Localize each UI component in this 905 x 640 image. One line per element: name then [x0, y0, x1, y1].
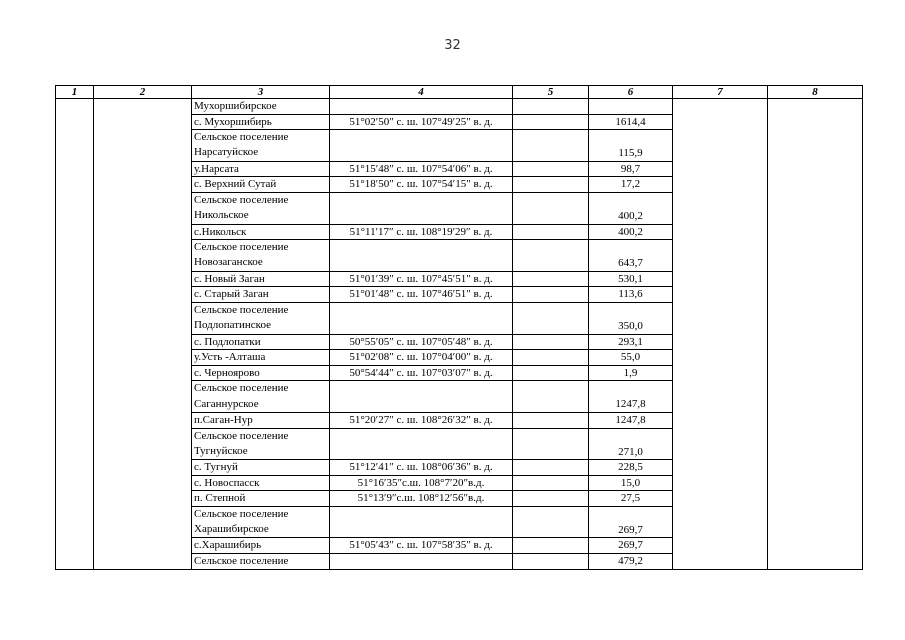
value-cell: 15,0: [589, 475, 673, 491]
value-cell: 17,2: [589, 177, 673, 193]
col-5-cell: [513, 224, 589, 240]
column-header: 7: [673, 86, 768, 99]
coordinates-cell: 51°02′50″ с. ш. 107°49′25″ в. д.: [330, 114, 513, 130]
settlement-name-cell: Сельское поселение Подлопатинское: [192, 302, 330, 334]
coordinates-cell: [330, 130, 513, 162]
col-5-cell: [513, 302, 589, 334]
col-5-cell: [513, 475, 589, 491]
coordinates-cell: 51°02′08″ с. ш. 107°04′00″ в. д.: [330, 350, 513, 366]
coordinates-cell: 51°01′39″ с. ш. 107°45′51″ в. д.: [330, 271, 513, 287]
settlement-name-cell: с. Тугнуй: [192, 460, 330, 476]
col-8-cell: [768, 99, 863, 570]
value-cell: [589, 99, 673, 115]
coordinates-cell: 50°55′05″ с. ш. 107°05′48″ в. д.: [330, 334, 513, 350]
col-5-cell: [513, 192, 589, 224]
table-row: [56, 99, 863, 115]
settlement-name-cell: с. Мухоршибирь: [192, 114, 330, 130]
coordinates-cell: 51°20′27″ с. ш. 108°26′32″ в. д.: [330, 412, 513, 428]
settlement-name-cell: Сельское поселение Никольское: [192, 192, 330, 224]
col-7-cell: [673, 99, 768, 570]
value-cell: 269,7: [589, 538, 673, 554]
settlement-name-cell: Сельское поселение Нарсатуйское: [192, 130, 330, 162]
value-cell: 350,0: [589, 302, 673, 334]
value-cell: 400,2: [589, 224, 673, 240]
settlement-name-cell: Сельское поселение Харашибирское: [192, 506, 330, 538]
header-row: [56, 86, 863, 99]
col-5-cell: [513, 428, 589, 460]
col-5-cell: [513, 538, 589, 554]
col-5-cell: [513, 271, 589, 287]
settlement-name-cell: с. Старый Заган: [192, 287, 330, 303]
col-5-cell: [513, 114, 589, 130]
settlement-name-cell: с. Верхний Сутай: [192, 177, 330, 193]
col-5-cell: [513, 460, 589, 476]
settlement-name-cell: у.Усть -Алташа: [192, 350, 330, 366]
coordinates-cell: 51°05′43″ с. ш. 107°58′35″ в. д.: [330, 538, 513, 554]
coordinates-cell: 51°12′41″ с. ш. 108°06′36″ в. д.: [330, 460, 513, 476]
col-5-cell: [513, 240, 589, 272]
value-cell: 1247,8: [589, 412, 673, 428]
value-cell: 293,1: [589, 334, 673, 350]
value-cell: 1,9: [589, 365, 673, 381]
settlement-name-cell: с.Никольск: [192, 224, 330, 240]
value-cell: 479,2: [589, 554, 673, 570]
coordinates-cell: 51°11′17″ с. ш. 108°19′29″ в. д.: [330, 224, 513, 240]
coordinates-cell: 51°18′50″ с. ш. 107°54′15″ в. д.: [330, 177, 513, 193]
settlement-name-cell: п. Степной: [192, 491, 330, 507]
col-5-cell: [513, 554, 589, 570]
coordinates-cell: [330, 506, 513, 538]
value-cell: 400,2: [589, 192, 673, 224]
coordinates-cell: 51°16′35″с.ш. 108°7′20″в.д.: [330, 475, 513, 491]
col-5-cell: [513, 334, 589, 350]
col-5-cell: [513, 365, 589, 381]
col-5-cell: [513, 506, 589, 538]
col-5-cell: [513, 381, 589, 413]
coordinates-cell: [330, 240, 513, 272]
column-header: 2: [94, 86, 192, 99]
settlement-name-cell: Сельское поселение Новозаганское: [192, 240, 330, 272]
value-cell: 228,5: [589, 460, 673, 476]
value-cell: 115,9: [589, 130, 673, 162]
value-cell: 1247,8: [589, 381, 673, 413]
value-cell: 55,0: [589, 350, 673, 366]
col-5-cell: [513, 491, 589, 507]
settlement-name-cell: с. Новоспасск: [192, 475, 330, 491]
value-cell: 269,7: [589, 506, 673, 538]
value-cell: 271,0: [589, 428, 673, 460]
col-5-cell: [513, 130, 589, 162]
coordinates-cell: 51°13′9″с.ш. 108°12′56″в.д.: [330, 491, 513, 507]
settlement-name-cell: с. Черноярово: [192, 365, 330, 381]
col-5-cell: [513, 350, 589, 366]
page-number: 32: [444, 38, 461, 53]
column-header: 4: [330, 86, 513, 99]
column-header: 1: [56, 86, 94, 99]
coordinates-cell: [330, 99, 513, 115]
settlement-name-cell: Сельское поселение Тугнуйское: [192, 428, 330, 460]
coordinates-cell: [330, 381, 513, 413]
col-5-cell: [513, 412, 589, 428]
column-header: 3: [192, 86, 330, 99]
settlement-name-cell: с. Новый Заган: [192, 271, 330, 287]
value-cell: 643,7: [589, 240, 673, 272]
coordinates-cell: [330, 554, 513, 570]
col-5-cell: [513, 287, 589, 303]
settlements-table: [55, 85, 863, 570]
column-header: 8: [768, 86, 863, 99]
coordinates-cell: [330, 192, 513, 224]
settlement-name-cell: с. Подлопатки: [192, 334, 330, 350]
coordinates-cell: [330, 302, 513, 334]
coordinates-cell: 51°01′48″ с. ш. 107°46′51″ в. д.: [330, 287, 513, 303]
settlement-name-cell: с.Харашибирь: [192, 538, 330, 554]
coordinates-cell: 50°54′44″ с. ш. 107°03′07″ в. д.: [330, 365, 513, 381]
col-5-cell: [513, 161, 589, 177]
value-cell: 1614,4: [589, 114, 673, 130]
col-5-cell: [513, 99, 589, 115]
settlement-name-cell: Сельское поселение: [192, 554, 330, 570]
column-header: 6: [589, 86, 673, 99]
value-cell: 98,7: [589, 161, 673, 177]
coordinates-cell: 51°15′48″ с. ш. 107°54′06″ в. д.: [330, 161, 513, 177]
settlement-name-cell: Сельское поселение Саганнурское: [192, 381, 330, 413]
column-header: 5: [513, 86, 589, 99]
value-cell: 530,1: [589, 271, 673, 287]
coordinates-cell: [330, 428, 513, 460]
settlement-name-cell: у.Нарсата: [192, 161, 330, 177]
settlement-name-cell: п.Саган-Нур: [192, 412, 330, 428]
value-cell: 27,5: [589, 491, 673, 507]
col-1-cell: [56, 99, 94, 570]
settlement-name-cell: Мухоршибирское: [192, 99, 330, 115]
col-2-cell: [94, 99, 192, 570]
value-cell: 113,6: [589, 287, 673, 303]
col-5-cell: [513, 177, 589, 193]
